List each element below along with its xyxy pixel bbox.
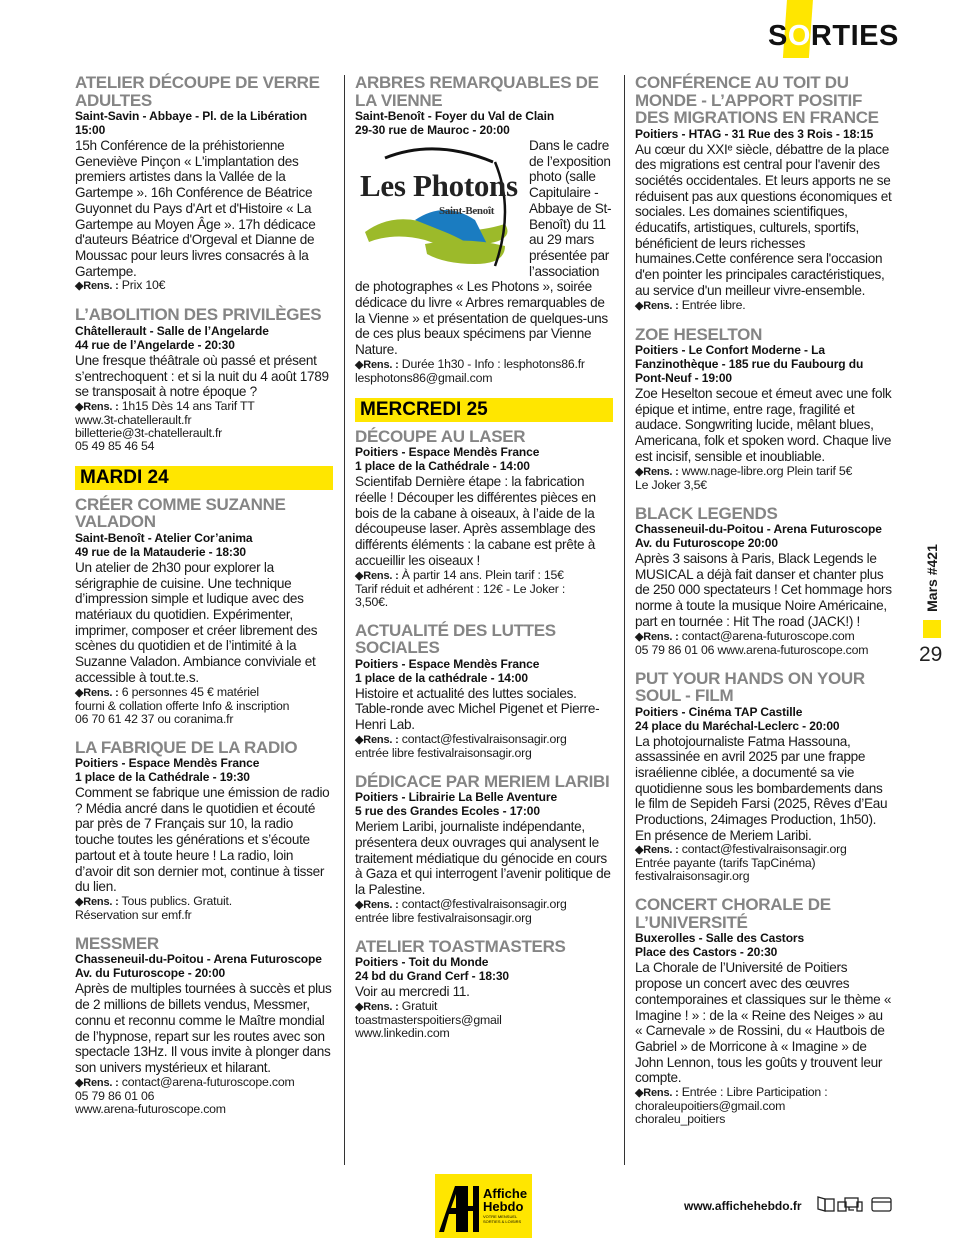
website-link[interactable]: www.affichehebdo.fr — [684, 1199, 802, 1213]
card-icon — [872, 1198, 891, 1211]
page-number: 29 — [919, 643, 943, 666]
event-description — [635, 386, 893, 465]
info-label: ◆Rens. : — [355, 1000, 399, 1013]
event-listing — [355, 74, 613, 385]
devices-icon — [838, 1198, 862, 1211]
event-location: 1 place de la Cathédrale - 14:00 — [355, 459, 530, 474]
event-description-text: Meriem Laribi, journaliste indépendante, présentera deux ouvrages qui analysent le traitement médiatique du génocide en cours à Gaza et qui interrogent l’avenir politique de la Palestine. — [355, 819, 611, 897]
event-info — [355, 733, 613, 760]
column-divider — [344, 75, 345, 1165]
event-title: MESSMER — [75, 933, 159, 953]
info-text[interactable]: contact@festivalraisonsagir.org — [681, 842, 847, 857]
event-listing — [75, 74, 333, 293]
event-description-text: 15h Conférence de la préhistorienne Geneviève Pinçon « L'implantation des premiers artistes dans la Vallée de la Gartempe ». 16h Conférence de Béatrice Guyonnet du Pays d'Art et d'Histoire « La Gartempe au Moyen Âge ». 17h dédicace d'auteurs Béatrice d'Orgeval et Dianne de Moussac pour leurs livres consacrés à la Gartempe. — [75, 138, 316, 279]
event-location: 1 place de la cathédrale - 14:00 — [355, 670, 528, 685]
event-description-text: La Chorale de l’Université de Poitiers propose un concert avec des œuvres contemporaines et classiques sur le thème « Imagine ! » : de la « Reine des Neiges » au « Carnevale » de Rossini, du « Hautbois de Gabriel » de Morricone à « Imagine » de John Lennon, tous les goûts y trouvent leur compte. — [635, 960, 892, 1086]
section-title: SORTIES — [768, 20, 899, 52]
event-description — [75, 138, 333, 279]
event-location: 5 rue des Grandes Ecoles - 17:00 — [355, 804, 540, 819]
info-text: fourni & collation offerte Info & inscription — [75, 698, 290, 713]
event-location: Chasseneuil-du-Poitou - Arena Futuroscope — [635, 522, 882, 537]
event-info — [355, 569, 613, 609]
event-location: Saint-Benoît - Atelier Cor’anima — [75, 530, 253, 545]
event-listing — [635, 505, 893, 657]
svg-text:Affiche: Affiche — [483, 1186, 528, 1201]
svg-text:Hebdo: Hebdo — [483, 1199, 524, 1214]
event-location: 49 rue de la Matauderie - 18:30 — [75, 544, 246, 559]
info-text[interactable]: Réservation sur emf.fr — [75, 907, 192, 922]
event-description — [355, 686, 613, 733]
event-title: DÉDICACE PAR MERIEM LARIBI — [355, 771, 610, 791]
info-label: ◆Rens. : — [75, 686, 119, 699]
info-text: Entrée : Libre Participation : — [681, 1085, 828, 1100]
event-description — [355, 984, 613, 1000]
info-label: ◆Rens. : — [75, 895, 119, 908]
event-listing — [75, 496, 333, 726]
event-location: Buxerolles - Salle des Castors — [635, 931, 805, 946]
info-label: ◆Rens. : — [355, 898, 399, 911]
info-text: Entrée payante (tarifs TapCinéma) — [635, 856, 816, 871]
event-listing — [75, 739, 333, 922]
event-title: DÉCOUPE AU LASER — [355, 426, 526, 446]
event-description-text: Scientifab Dernière étape : la fabrication réelle ! Découper les différentes pièces en bois de la cabane à oiseaux, à l’aide de la découpeuse laser. Après assemblage des différents éléments : la cabane est prête à accueillir les oiseaux ! — [355, 474, 596, 568]
event-info — [75, 686, 333, 726]
info-label: ◆Rens. : — [635, 844, 679, 857]
event-description-text: Voir au mercredi 11. — [355, 984, 470, 1000]
event-description — [355, 474, 613, 568]
info-text: 1h15 Dès 14 ans Tarif TT — [121, 398, 255, 413]
svg-text:VOTRE MENSUEL: VOTRE MENSUEL — [483, 1214, 518, 1219]
info-text[interactable]: entrée libre festivalraisonsagir.org — [355, 910, 532, 925]
info-text[interactable]: billetterie@3t-chatellerault.fr — [75, 425, 223, 440]
event-location: 24 place du Maréchal-Leclerc - 20:00 — [635, 718, 840, 733]
event-description-text: La photojournaliste Fatma Hassouna, assassinée en avril 2025 par une frappe israélienne ciblée, a documenté sa vie quotidienne sous les bombardements dans le film de Sepideh Farsi (2025, Rêves d’Eau Productions, 24images Production, 1h50). En présence de Meriem Laribi. — [635, 733, 888, 843]
info-text: À partir 14 ans. Plein tarif : 15€ — [401, 567, 564, 582]
event-listing — [355, 938, 613, 1040]
event-title: CONCERT CHORALE DE L’UNIVERSITÉ — [635, 895, 831, 932]
info-text[interactable]: www.3t-chatellerault.fr — [75, 412, 192, 427]
info-label: ◆Rens. : — [75, 400, 119, 413]
event-location: Poitiers - Espace Mendès France — [75, 756, 260, 771]
event-title: L’ABOLITION DES PRIVILÈGES — [75, 305, 322, 325]
yellow-square — [923, 620, 941, 638]
event-location: Saint-Savin - Abbaye - Pl. de la Libération — [75, 109, 307, 123]
event-description — [355, 819, 613, 898]
info-text: Le Joker 3,5€ — [635, 477, 707, 492]
event-location: 44 rue de l’Angelarde - 20:30 — [75, 337, 235, 352]
event-location: Saint-Benoît - Foyer du Val de Clain — [355, 109, 555, 123]
event-listing — [635, 896, 893, 1126]
event-description-text: Zoe Heselton secoue et émeut avec une folk épique et intime, entre rage, fragilité et audace. Songwriting lucide, mêlant blues, Americana, folk et spoken word. Chaque live est incisif, sensible et inoubliable. — [635, 386, 892, 464]
column-2 — [355, 74, 613, 1053]
event-description — [75, 560, 333, 686]
event-location: 15:00 — [75, 123, 106, 137]
info-text: Tarif réduit et adhérent : 12€ - Le Joker : — [355, 581, 566, 596]
event-description — [75, 785, 333, 895]
info-text: 6 personnes 45 € matériel — [121, 684, 259, 699]
info-text[interactable]: www.arena-futuroscope.com — [75, 1101, 226, 1116]
info-text[interactable]: 06 70 61 42 37 ou coranima.fr — [75, 711, 234, 726]
event-info — [635, 465, 893, 492]
les-photons-logo — [355, 140, 523, 268]
event-title: BLACK LEGENDS — [635, 503, 778, 523]
event-description-text: Comment se fabrique une émission de radio ? Média ancré dans le quotidien et écouté par près de 7 Français sur 10, la radio touche toutes les générations et s’écoute partout et à toute heure ! La radio, loin d’avoir dit son dernier mot, continue à tisser du lien. — [75, 785, 330, 895]
event-location: Poitiers - Espace Mendès France — [355, 656, 540, 671]
event-description-text: Histoire et actualité des luttes sociales. Table-ronde avec Michel Pigenet et Pierre-Henri Lab. — [355, 685, 600, 732]
affiche-hebdo-logo — [435, 1174, 532, 1238]
event-description-text: Au cœur du XXIᵉ siècle, débattre de la place des migrations est central pour l'avenir des sociétés occidentales. Et leurs apports ne se réduisent pas aux questions économiques et sociales. Les domaines scientifiques, éducatifs, artistiques, culturels, sportifs, bénéficient de leurs richesses humaines.Cette conférence sera l'occasion d'en pointer les principales caractéristiques, au service d'un meilleur vivre-ensemble. — [635, 141, 892, 298]
info-label: ◆Rens. : — [635, 465, 679, 478]
event-location: Poitiers - Espace Mendès France — [355, 445, 540, 460]
info-text: 05 49 85 46 54 — [75, 438, 155, 453]
magazine-icon — [818, 1197, 834, 1211]
event-listing — [635, 670, 893, 884]
event-listing — [75, 306, 333, 453]
info-text[interactable]: entrée libre festivalraisonsagir.org — [355, 745, 532, 760]
info-text[interactable]: www.nage-libre.org Plein tarif 5€ — [681, 463, 853, 478]
event-location: Poitiers - Cinéma TAP Castille — [635, 704, 803, 719]
event-description — [355, 138, 613, 358]
column-divider — [624, 75, 625, 1165]
event-info — [75, 895, 333, 922]
info-text: Entrée libre. — [681, 297, 746, 312]
event-location: Av. du Futuroscope - 20:00 — [75, 966, 226, 981]
column-3 — [635, 74, 893, 1139]
event-info — [635, 843, 893, 883]
event-title: CRÉER COMME SUZANNE VALADON — [75, 494, 286, 532]
event-info — [635, 630, 893, 657]
event-info — [355, 1000, 613, 1040]
svg-text:Saint-Benoît: Saint-Benoît — [439, 205, 495, 217]
event-title: ACTUALITÉ DES LUTTES SOCIALES — [355, 620, 556, 658]
event-description — [635, 960, 893, 1086]
issue-label — [922, 540, 942, 615]
event-title: ARBRES REMARQUABLES DE LA VIENNE — [355, 73, 599, 110]
info-text: Prix 10€ — [121, 278, 166, 293]
info-text[interactable]: festivalraisonsagir.org — [635, 869, 750, 884]
issue-text: Mars #421 — [924, 543, 940, 612]
event-description — [635, 551, 893, 630]
event-description — [635, 734, 893, 844]
svg-text:SORTIES & LOISIRS: SORTIES & LOISIRS — [483, 1219, 522, 1224]
event-info — [635, 299, 893, 313]
info-label: ◆Rens. : — [355, 358, 399, 371]
event-listing — [75, 935, 333, 1116]
event-location: Place des Castors - 20:30 — [635, 945, 778, 960]
info-label: ◆Rens. : — [635, 1087, 679, 1100]
info-text[interactable]: www.linkedin.com — [355, 1025, 450, 1040]
info-text[interactable]: contact@festivalraisonsagir.org — [401, 731, 567, 746]
event-description-text: Après de multiples tournées à succès et plus de 2 millions de billets vendus, Messmer, connu et reconnu comme le Maître mondial de l’hypnose, repart sur les routes avec son spectacle 13Hz. Il vous invite à plonger dans son univers mystérieux et hilarant. — [75, 981, 332, 1075]
event-info — [635, 1086, 893, 1126]
event-description-text: Un atelier de 2h30 pour explorer la sérigraphie de cuisine. Une technique d’impression simple et ludique avec des matériaux du quotidien. Expérimenter, imprimer, composer et créer librement des scènes du quotidien et de l’intimité à la Suzanne Valadon. Ambiance conviviale et accessible à tout.te.s. — [75, 559, 318, 685]
info-text: Gratuit — [401, 998, 438, 1013]
info-text[interactable]: lesphotons86@gmail.com — [355, 370, 493, 385]
event-title: ZOE HESELTON — [635, 324, 763, 344]
event-title: ATELIER TOASTMASTERS — [355, 936, 566, 956]
info-label: ◆Rens. : — [75, 280, 119, 293]
event-listing — [355, 428, 613, 609]
event-location: Poitiers - HTAG - 31 Rue des 3 Rois - 18:15 — [635, 126, 874, 141]
event-listing — [635, 74, 893, 313]
info-text: choraleu_poitiers — [635, 1112, 726, 1127]
event-title: LA FABRIQUE DE LA RADIO — [75, 737, 298, 757]
event-description — [75, 353, 333, 400]
info-text[interactable]: contact@festivalraisonsagir.org — [401, 896, 567, 911]
event-location: Av. du Futuroscope 20:00 — [635, 536, 778, 551]
event-title: ATELIER DÉCOUPE DE VERRE ADULTES — [75, 73, 320, 110]
info-label: ◆Rens. : — [355, 733, 399, 746]
day-header: MERCREDI 25 — [355, 398, 613, 422]
event-listing — [355, 622, 613, 760]
info-text[interactable]: contact@arena-futuroscope.com — [121, 1074, 295, 1089]
column-1 — [75, 74, 333, 1129]
info-text[interactable]: toastmasterspoitiers@gmail — [355, 1012, 502, 1027]
event-info — [75, 400, 333, 453]
info-label: ◆Rens. : — [635, 630, 679, 643]
event-info — [75, 279, 333, 293]
day-header: MARDI 24 — [75, 466, 333, 490]
event-description — [635, 142, 893, 299]
event-location: Chasseneuil-du-Poitou - Arena Futuroscope — [75, 952, 322, 967]
event-title: CONFÉRENCE AU TOIT DU MONDE - L’APPORT POSITIF DES MIGRATIONS EN FRANCE — [635, 73, 879, 127]
info-text[interactable]: Durée 1h30 - Info : lesphotons86.fr — [401, 356, 585, 371]
section-header — [768, 20, 899, 60]
info-text[interactable]: 05 79 86 01 06 www.arena-futuroscope.com — [635, 642, 869, 657]
event-location: 29-30 rue de Mauroc - 20:00 — [355, 123, 510, 137]
event-description-text: Dans le cadre de l’exposition photo (salle Capitulaire - Abbaye de St-Benoît) du 11 au 29 mars présentée par l’association de photographes « Les Photons », soirée dédicace du livre « Arbres remarquables de la Vienne » et présentation de quelques-uns de ces plus beaux spécimens par Vienne Nature. — [355, 138, 612, 358]
event-location: 1 place de la Cathédrale - 19:30 — [75, 770, 250, 785]
svg-text:Les Photons: Les Photons — [360, 168, 518, 203]
event-description-text: Après 3 saisons à Paris, Black Legends le MUSICAL a déjà fait danser et chanter plus de 250 000 spectateurs ! Cet hommage hors norme à toute la musique Noire Américaine, part en tournée : Hit The road (JACK!) ! — [635, 551, 892, 629]
event-location: Châtellerault - Salle de l’Angelarde — [75, 323, 269, 338]
event-location: 24 bd du Grand Cerf - 18:30 — [355, 969, 510, 984]
event-listing — [635, 326, 893, 492]
event-info — [355, 898, 613, 925]
info-text: Tous publics. Gratuit. — [121, 893, 232, 908]
info-label: ◆Rens. : — [355, 569, 399, 582]
event-title: PUT YOUR HANDS ON YOUR SOUL - FILM — [635, 668, 865, 706]
event-location: Poitiers - Librairie La Belle Aventure — [355, 790, 558, 805]
info-text: 3,50€. — [355, 594, 388, 609]
event-description — [75, 981, 333, 1075]
event-location: Poitiers - Toit du Monde — [355, 955, 489, 970]
info-label: ◆Rens. : — [75, 1076, 119, 1089]
event-description-text: Une fresque théâtrale où passé et présent s’entrechoquent : et si la nuit du 4 août 1789 se transposait à notre époque ? — [75, 352, 329, 400]
footer-icons — [816, 1195, 896, 1218]
event-info — [75, 1076, 333, 1116]
event-info — [355, 358, 613, 385]
info-label: ◆Rens. : — [635, 299, 679, 312]
info-text[interactable]: choraleupoitiers@gmail.com — [635, 1099, 786, 1114]
event-listing — [355, 773, 613, 925]
info-text: 05 79 86 01 06 — [75, 1088, 155, 1103]
event-location: Poitiers - Le Confort Moderne - La Fanzinothèque - 185 rue du Faubourg du Pont-Neuf - 19:00 — [635, 343, 864, 386]
info-text[interactable]: contact@arena-futuroscope.com — [681, 628, 855, 643]
